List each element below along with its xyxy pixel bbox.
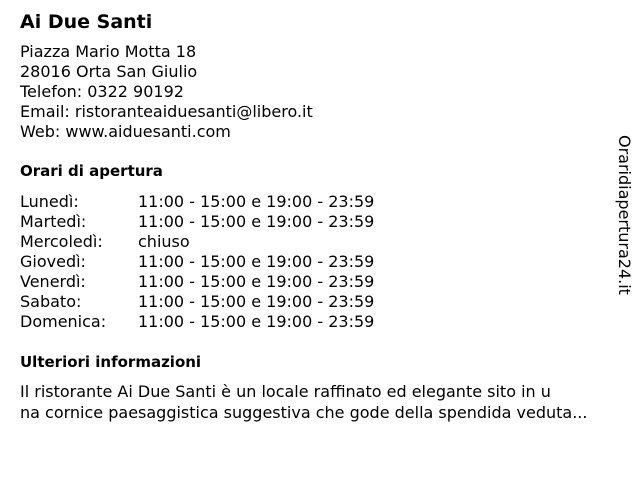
contact-block — [20, 42, 612, 142]
phone-number: Telefon: 0322 90192 — [20, 82, 184, 101]
description — [20, 381, 632, 423]
day-label: Mercoledì: — [20, 232, 103, 251]
day-label: Lunedì: — [20, 192, 79, 211]
description-line: na cornice paesaggistica suggestiva che gode della spendida veduta... — [20, 403, 588, 422]
business-card — [20, 8, 612, 423]
hours-row-wednesday — [20, 232, 612, 252]
day-hours: 11:00 - 15:00 e 19:00 - 23:59 — [138, 272, 375, 291]
restaurant-name: Ai Due Santi — [20, 11, 153, 33]
hours-row-sunday — [20, 312, 612, 332]
day-label: Giovedì: — [20, 252, 86, 271]
website-address: Web: www.aiduesanti.com — [20, 122, 231, 141]
hours-row-tuesday — [20, 212, 612, 232]
day-hours: 11:00 - 15:00 e 19:00 - 23:59 — [138, 192, 375, 211]
hours-row-friday — [20, 272, 612, 292]
day-hours: 11:00 - 15:00 e 19:00 - 23:59 — [138, 212, 375, 231]
hours-row-thursday — [20, 252, 612, 272]
street-address: Piazza Mario Motta 18 — [20, 42, 197, 61]
day-label: Venerdì: — [20, 272, 86, 291]
day-hours: 11:00 - 15:00 e 19:00 - 23:59 — [138, 312, 375, 331]
hours-row-saturday — [20, 292, 612, 312]
day-hours: chiuso — [138, 232, 190, 251]
site-brand-vertical: Oraridiapertura24.it — [615, 135, 634, 295]
hours-row-monday — [20, 192, 612, 212]
email-address: Email: ristoranteaiduesanti@libero.it — [20, 102, 313, 121]
opening-hours-heading: Orari di apertura — [20, 162, 163, 180]
more-info-heading: Ulteriori informazioni — [20, 353, 202, 371]
opening-hours-table — [20, 192, 612, 332]
day-hours: 11:00 - 15:00 e 19:00 - 23:59 — [138, 292, 375, 311]
day-label: Martedì: — [20, 212, 87, 231]
day-hours: 11:00 - 15:00 e 19:00 - 23:59 — [138, 252, 375, 271]
city-address: 28016 Orta San Giulio — [20, 62, 198, 81]
description-line: Il ristorante Ai Due Santi è un locale raffinato ed elegante sito in u — [20, 382, 551, 401]
day-label: Domenica: — [20, 312, 107, 331]
day-label: Sabato: — [20, 292, 82, 311]
